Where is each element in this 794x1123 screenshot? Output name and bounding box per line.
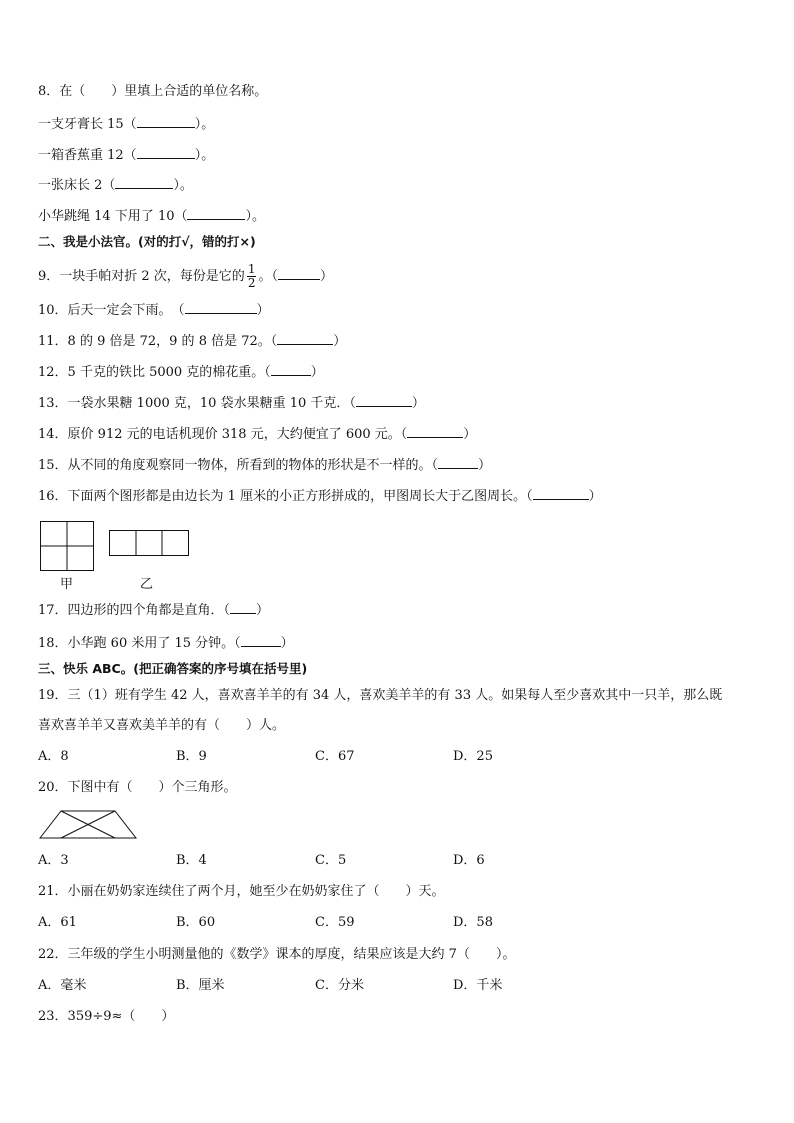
q22-option-d[interactable]: D．千米 xyxy=(453,978,503,993)
q17-text: 17．四边形的四个角都是直角．（ xyxy=(38,603,231,618)
q10-text: 10．后天一定会下雨。 （ xyxy=(38,303,185,318)
section3-title: 三、快乐 ABC。(把正确答案的序号填在括号里) xyxy=(38,661,308,676)
answer-blank[interactable] xyxy=(137,115,195,128)
q9-text: 9．一块手帕对折 2 次，每份是它的 xyxy=(38,269,245,284)
answer-blank[interactable] xyxy=(278,267,320,280)
figure-yi-label: 乙 xyxy=(140,577,154,592)
q8-item-3-end: ）。 xyxy=(173,178,193,193)
q12-text: 12．5 千克的铁比 5000 克的棉花重。（ xyxy=(38,365,271,380)
q8-item-2-text: 一箱香蕉重 12（ xyxy=(38,148,137,163)
answer-blank[interactable] xyxy=(277,332,333,345)
q15-text: 15．从不同的角度观察同一物体，所看到的物体的形状是不一样的。（ xyxy=(38,458,439,473)
answer-blank[interactable] xyxy=(137,146,195,159)
q14 xyxy=(38,425,476,444)
q11 xyxy=(38,332,346,351)
section2-title: 二、我是小法官。(对的打√，错的打×) xyxy=(38,234,256,249)
q21-option-c[interactable]: C．59 xyxy=(315,915,355,930)
q8-item-1-end: ）。 xyxy=(194,117,215,132)
q20-option-a[interactable]: A．3 xyxy=(38,853,69,868)
q8-item-4-end: ）。 xyxy=(245,209,265,224)
answer-blank[interactable] xyxy=(533,487,589,500)
answer-blank[interactable] xyxy=(438,456,478,469)
q17-end: ） xyxy=(256,603,270,618)
answer-blank[interactable] xyxy=(407,425,463,438)
q23-stem: 23．359÷9≈（ ） xyxy=(38,1009,175,1024)
q18-text: 18．小华跑 60 米用了 15 分钟。（ xyxy=(38,636,241,651)
q19-option-a[interactable]: A．8 xyxy=(38,749,69,764)
answer-blank[interactable] xyxy=(271,363,311,376)
q13-text: 13．一袋水果糖 1000 克，10 袋水果糖重 10 千克．（ xyxy=(38,396,356,411)
q22-stem: 22．三年级的学生小明测量他的《数学》课本的厚度，结果应该是大约 7（ ）。 xyxy=(38,947,516,962)
q12 xyxy=(38,363,324,382)
q13 xyxy=(38,394,425,413)
q13-end: ） xyxy=(411,396,425,411)
q22-option-a[interactable]: A．毫米 xyxy=(38,978,87,993)
answer-blank[interactable] xyxy=(230,601,256,614)
q18-end: ） xyxy=(280,636,294,651)
q21-stem: 21．小丽在奶奶家连续住了两个月，她至少在奶奶家住了（ ）天。 xyxy=(38,884,445,899)
q14-text: 14．原价 912 元的电话机现价 318 元，大约便宜了 600 元。（ xyxy=(38,427,408,442)
q8-item-2 xyxy=(38,146,214,165)
q19-line1: 19．三（1）班有学生 42 人，喜欢喜羊羊的有 34 人，喜欢美羊羊的有 33 人。如果每人至少喜欢其中一只羊，那么既 xyxy=(38,688,723,703)
q19-option-c[interactable]: C．67 xyxy=(315,749,355,764)
q15 xyxy=(38,456,491,475)
q20-trapezoid-figure xyxy=(39,810,137,840)
q14-end: ） xyxy=(463,427,477,442)
q9 xyxy=(38,263,333,290)
q11-end: ） xyxy=(333,334,347,349)
q8-stem: 8．在（ ）里填上合适的单位名称。 xyxy=(38,84,268,99)
q8-item-4-text: 小华跳绳 14 下用了 10（ xyxy=(38,209,188,224)
q21-option-d[interactable]: D．58 xyxy=(453,915,493,930)
figure-jia-label: 甲 xyxy=(60,577,74,592)
q17 xyxy=(38,601,269,620)
q9-bracket-close: ） xyxy=(319,269,333,284)
figure-jia xyxy=(40,521,94,571)
q18 xyxy=(38,634,294,653)
answer-blank[interactable] xyxy=(115,176,173,189)
answer-blank[interactable] xyxy=(185,301,257,314)
figure-yi xyxy=(109,530,190,557)
q20-option-b[interactable]: B．4 xyxy=(176,853,207,868)
q8-item-1-text: 一支牙膏长 15（ xyxy=(38,117,137,132)
q22-option-b[interactable]: B．厘米 xyxy=(176,978,225,993)
answer-blank[interactable] xyxy=(187,207,245,220)
q8-item-4 xyxy=(38,207,265,226)
q10 xyxy=(38,301,270,320)
answer-blank[interactable] xyxy=(241,634,281,647)
fraction-denominator: 2 xyxy=(247,276,256,290)
q8-item-3-text: 一张床长 2（ xyxy=(38,178,116,193)
q21-option-a[interactable]: A．61 xyxy=(38,915,77,930)
q16 xyxy=(38,487,602,506)
q19-option-d[interactable]: D．25 xyxy=(453,749,493,764)
q8-item-3 xyxy=(38,176,193,195)
q20-stem: 20．下图中有（ ）个三角形。 xyxy=(38,780,237,795)
q19-option-b[interactable]: B．9 xyxy=(176,749,207,764)
q8-item-1 xyxy=(38,115,214,134)
q16-end: ） xyxy=(588,489,602,504)
q16-text: 16．下面两个图形都是由边长为 1 厘米的小正方形拼成的，甲图周长大于乙图周长。（ xyxy=(38,489,533,504)
q10-end: ） xyxy=(256,303,270,318)
figure-yi-outline xyxy=(110,531,189,556)
q11-text: 11．8 的 9 倍是 72，9 的 8 倍是 72。（ xyxy=(38,334,278,349)
fraction-numerator: 1 xyxy=(247,262,256,276)
q12-end: ） xyxy=(310,365,324,380)
q15-end: ） xyxy=(478,458,492,473)
fraction xyxy=(247,263,257,290)
q9-bracket-open: 。（ xyxy=(258,269,278,284)
q20-option-c[interactable]: C．5 xyxy=(315,853,347,868)
q8-item-2-end: ）。 xyxy=(194,148,215,163)
q21-option-b[interactable]: B．60 xyxy=(176,915,216,930)
q19-line2: 喜欢喜羊羊又喜欢美羊羊的有（ ）人。 xyxy=(38,718,286,733)
answer-blank[interactable] xyxy=(356,394,412,407)
q20-option-d[interactable]: D．6 xyxy=(453,853,485,868)
q22-option-c[interactable]: C．分米 xyxy=(315,978,364,993)
